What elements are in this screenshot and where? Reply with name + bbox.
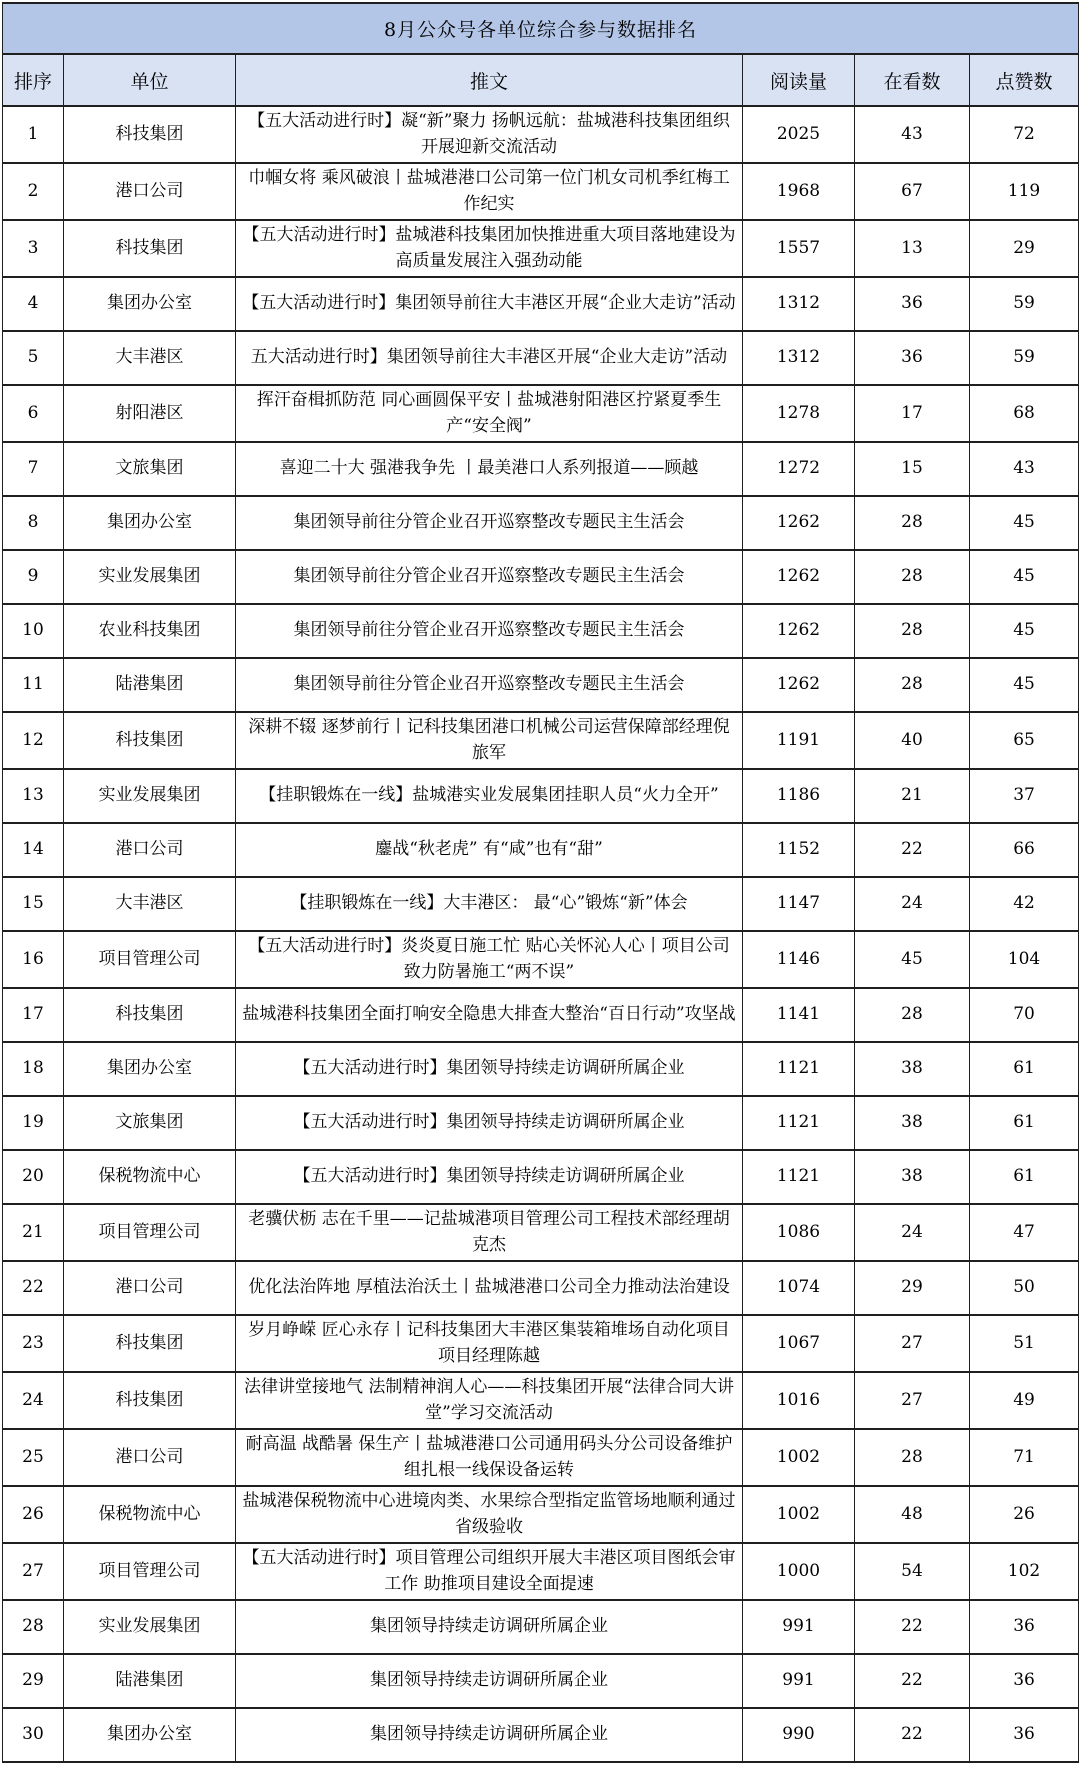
likes-cell: 29 <box>970 220 1079 277</box>
reads-cell: 1016 <box>743 1372 855 1429</box>
tweet-cell: 【五大活动进行时】集团领导持续走访调研所属企业 <box>236 1150 743 1204</box>
rank-cell: 6 <box>3 385 64 442</box>
header-watching: 在看数 <box>855 54 970 106</box>
likes-cell: 37 <box>970 769 1079 823</box>
rank-cell: 22 <box>3 1261 64 1315</box>
tweet-cell: 喜迎二十大 强港我争先 丨最美港口人系列报道——顾越 <box>236 442 743 496</box>
rank-cell: 28 <box>3 1600 64 1654</box>
watching-cell: 38 <box>855 1150 970 1204</box>
ranking-table <box>2 2 1079 1763</box>
header-likes: 点赞数 <box>970 54 1079 106</box>
unit-cell: 科技集团 <box>64 220 236 277</box>
unit-cell: 集团办公室 <box>64 1042 236 1096</box>
watching-cell: 29 <box>855 1261 970 1315</box>
watching-cell: 17 <box>855 385 970 442</box>
watching-cell: 28 <box>855 1429 970 1486</box>
unit-cell: 射阳港区 <box>64 385 236 442</box>
rank-cell: 14 <box>3 823 64 877</box>
likes-cell: 65 <box>970 712 1079 769</box>
rank-cell: 11 <box>3 658 64 712</box>
table-row <box>3 1486 1079 1543</box>
tweet-cell: 五大活动进行时】集团领导前往大丰港区开展“企业大走访”活动 <box>236 331 743 385</box>
page-title: 8月公众号各单位综合参与数据排名 <box>3 3 1079 54</box>
watching-cell: 24 <box>855 877 970 931</box>
tweet-cell: 盐城港保税物流中心进境肉类、水果综合型指定监管场地顺利通过省级验收 <box>236 1486 743 1543</box>
tweet-cell: 盐城港科技集团全面打响安全隐患大排查大整治“百日行动”攻坚战 <box>236 988 743 1042</box>
watching-cell: 21 <box>855 769 970 823</box>
reads-cell: 991 <box>743 1600 855 1654</box>
reads-cell: 1141 <box>743 988 855 1042</box>
watching-cell: 45 <box>855 931 970 988</box>
tweet-cell: 【五大活动进行时】集团领导持续走访调研所属企业 <box>236 1096 743 1150</box>
table-row <box>3 163 1079 220</box>
tweet-cell: 【挂职锻炼在一线】大丰港区： 最“心”锻炼“新”体会 <box>236 877 743 931</box>
tweet-cell: 【五大活动进行时】凝“新”聚力 扬帆远航：盐城港科技集团组织开展迎新交流活动 <box>236 106 743 163</box>
unit-cell: 科技集团 <box>64 1372 236 1429</box>
reads-cell: 990 <box>743 1708 855 1762</box>
table-row <box>3 877 1079 931</box>
likes-cell: 72 <box>970 106 1079 163</box>
rank-cell: 27 <box>3 1543 64 1600</box>
unit-cell: 保税物流中心 <box>64 1486 236 1543</box>
rank-cell: 3 <box>3 220 64 277</box>
tweet-cell: 法律讲堂接地气 法制精神润人心——科技集团开展“法律合同大讲堂”学习交流活动 <box>236 1372 743 1429</box>
reads-cell: 1312 <box>743 331 855 385</box>
likes-cell: 71 <box>970 1429 1079 1486</box>
likes-cell: 61 <box>970 1042 1079 1096</box>
rank-cell: 23 <box>3 1315 64 1372</box>
likes-cell: 59 <box>970 277 1079 331</box>
rank-cell: 13 <box>3 769 64 823</box>
unit-cell: 项目管理公司 <box>64 1543 236 1600</box>
table-row <box>3 220 1079 277</box>
rank-cell: 29 <box>3 1654 64 1708</box>
likes-cell: 45 <box>970 496 1079 550</box>
likes-cell: 68 <box>970 385 1079 442</box>
watching-cell: 22 <box>855 1654 970 1708</box>
likes-cell: 45 <box>970 604 1079 658</box>
unit-cell: 陆港集团 <box>64 1654 236 1708</box>
title-row <box>3 3 1079 54</box>
rank-cell: 25 <box>3 1429 64 1486</box>
watching-cell: 28 <box>855 550 970 604</box>
rank-cell: 15 <box>3 877 64 931</box>
reads-cell: 1002 <box>743 1429 855 1486</box>
likes-cell: 36 <box>970 1708 1079 1762</box>
reads-cell: 1262 <box>743 604 855 658</box>
unit-cell: 文旅集团 <box>64 1096 236 1150</box>
rank-cell: 8 <box>3 496 64 550</box>
table-row <box>3 496 1079 550</box>
rank-cell: 21 <box>3 1204 64 1261</box>
table-row <box>3 1600 1079 1654</box>
rank-cell: 10 <box>3 604 64 658</box>
unit-cell: 大丰港区 <box>64 877 236 931</box>
reads-cell: 1121 <box>743 1096 855 1150</box>
table-row <box>3 1654 1079 1708</box>
watching-cell: 48 <box>855 1486 970 1543</box>
watching-cell: 28 <box>855 496 970 550</box>
table-row <box>3 277 1079 331</box>
rank-cell: 17 <box>3 988 64 1042</box>
unit-cell: 项目管理公司 <box>64 1204 236 1261</box>
likes-cell: 104 <box>970 931 1079 988</box>
unit-cell: 保税物流中心 <box>64 1150 236 1204</box>
table-row <box>3 106 1079 163</box>
tweet-cell: 集团领导前往分管企业召开巡察整改专题民主生活会 <box>236 496 743 550</box>
tweet-cell: 深耕不辍 逐梦前行丨记科技集团港口机械公司运营保障部经理倪旅军 <box>236 712 743 769</box>
reads-cell: 2025 <box>743 106 855 163</box>
reads-cell: 1000 <box>743 1543 855 1600</box>
table-row <box>3 604 1079 658</box>
rank-cell: 20 <box>3 1150 64 1204</box>
unit-cell: 科技集团 <box>64 106 236 163</box>
watching-cell: 36 <box>855 331 970 385</box>
unit-cell: 项目管理公司 <box>64 931 236 988</box>
table-row <box>3 931 1079 988</box>
reads-cell: 1067 <box>743 1315 855 1372</box>
reads-cell: 1278 <box>743 385 855 442</box>
unit-cell: 港口公司 <box>64 1429 236 1486</box>
header-rank: 排序 <box>3 54 64 106</box>
header-tweet: 推文 <box>236 54 743 106</box>
rank-cell: 24 <box>3 1372 64 1429</box>
tweet-cell: 【挂职锻炼在一线】盐城港实业发展集团挂职人员“火力全开” <box>236 769 743 823</box>
unit-cell: 科技集团 <box>64 1315 236 1372</box>
watching-cell: 27 <box>855 1372 970 1429</box>
likes-cell: 42 <box>970 877 1079 931</box>
table-row <box>3 1543 1079 1600</box>
table-row <box>3 1042 1079 1096</box>
reads-cell: 1262 <box>743 496 855 550</box>
watching-cell: 13 <box>855 220 970 277</box>
watching-cell: 27 <box>855 1315 970 1372</box>
likes-cell: 26 <box>970 1486 1079 1543</box>
tweet-cell: 集团领导持续走访调研所属企业 <box>236 1600 743 1654</box>
watching-cell: 38 <box>855 1096 970 1150</box>
reads-cell: 1002 <box>743 1486 855 1543</box>
rank-cell: 18 <box>3 1042 64 1096</box>
unit-cell: 集团办公室 <box>64 496 236 550</box>
reads-cell: 1968 <box>743 163 855 220</box>
reads-cell: 1121 <box>743 1042 855 1096</box>
table-row <box>3 988 1079 1042</box>
tweet-cell: 耐高温 战酷暑 保生产丨盐城港港口公司通用码头分公司设备维护组扎根一线保设备运转 <box>236 1429 743 1486</box>
unit-cell: 港口公司 <box>64 163 236 220</box>
likes-cell: 36 <box>970 1600 1079 1654</box>
unit-cell: 集团办公室 <box>64 1708 236 1762</box>
watching-cell: 40 <box>855 712 970 769</box>
tweet-cell: 集团领导持续走访调研所属企业 <box>236 1654 743 1708</box>
unit-cell: 港口公司 <box>64 1261 236 1315</box>
likes-cell: 59 <box>970 331 1079 385</box>
rank-cell: 1 <box>3 106 64 163</box>
unit-cell: 实业发展集团 <box>64 1600 236 1654</box>
reads-cell: 1147 <box>743 877 855 931</box>
likes-cell: 51 <box>970 1315 1079 1372</box>
likes-cell: 49 <box>970 1372 1079 1429</box>
tweet-cell: 优化法治阵地 厚植法治沃土丨盐城港港口公司全力推动法治建设 <box>236 1261 743 1315</box>
rank-cell: 30 <box>3 1708 64 1762</box>
rank-cell: 9 <box>3 550 64 604</box>
reads-cell: 1191 <box>743 712 855 769</box>
table-body <box>3 106 1079 1762</box>
tweet-cell: 【五大活动进行时】项目管理公司组织开展大丰港区项目图纸会审工作 助推项目建设全面提速 <box>236 1543 743 1600</box>
table-row <box>3 823 1079 877</box>
table-row <box>3 1315 1079 1372</box>
reads-cell: 1146 <box>743 931 855 988</box>
likes-cell: 47 <box>970 1204 1079 1261</box>
reads-cell: 1557 <box>743 220 855 277</box>
unit-cell: 实业发展集团 <box>64 769 236 823</box>
table-row <box>3 1372 1079 1429</box>
tweet-cell: 巾帼女将 乘风破浪丨盐城港港口公司第一位门机女司机季红梅工作纪实 <box>236 163 743 220</box>
rank-cell: 16 <box>3 931 64 988</box>
watching-cell: 36 <box>855 277 970 331</box>
reads-cell: 1152 <box>743 823 855 877</box>
table-row <box>3 331 1079 385</box>
reads-cell: 1186 <box>743 769 855 823</box>
rank-cell: 19 <box>3 1096 64 1150</box>
tweet-cell: 集团领导前往分管企业召开巡察整改专题民主生活会 <box>236 658 743 712</box>
table-row <box>3 769 1079 823</box>
watching-cell: 28 <box>855 988 970 1042</box>
rank-cell: 5 <box>3 331 64 385</box>
reads-cell: 1312 <box>743 277 855 331</box>
likes-cell: 66 <box>970 823 1079 877</box>
likes-cell: 70 <box>970 988 1079 1042</box>
table-row <box>3 1429 1079 1486</box>
reads-cell: 1074 <box>743 1261 855 1315</box>
table-row <box>3 1261 1079 1315</box>
table-row <box>3 1096 1079 1150</box>
likes-cell: 61 <box>970 1150 1079 1204</box>
rank-cell: 12 <box>3 712 64 769</box>
unit-cell: 集团办公室 <box>64 277 236 331</box>
table-row <box>3 658 1079 712</box>
table-row <box>3 385 1079 442</box>
tweet-cell: 集团领导前往分管企业召开巡察整改专题民主生活会 <box>236 604 743 658</box>
unit-cell: 陆港集团 <box>64 658 236 712</box>
watching-cell: 67 <box>855 163 970 220</box>
tweet-cell: 【五大活动进行时】盐城港科技集团加快推进重大项目落地建设为高质量发展注入强劲动能 <box>236 220 743 277</box>
likes-cell: 61 <box>970 1096 1079 1150</box>
unit-cell: 科技集团 <box>64 712 236 769</box>
watching-cell: 28 <box>855 658 970 712</box>
likes-cell: 102 <box>970 1543 1079 1600</box>
header-reads: 阅读量 <box>743 54 855 106</box>
watching-cell: 24 <box>855 1204 970 1261</box>
header-row <box>3 54 1079 106</box>
likes-cell: 119 <box>970 163 1079 220</box>
likes-cell: 45 <box>970 550 1079 604</box>
unit-cell: 农业科技集团 <box>64 604 236 658</box>
tweet-cell: 岁月峥嵘 匠心永存丨记科技集团大丰港区集装箱堆场自动化项目项目经理陈越 <box>236 1315 743 1372</box>
reads-cell: 1272 <box>743 442 855 496</box>
reads-cell: 1262 <box>743 658 855 712</box>
watching-cell: 38 <box>855 1042 970 1096</box>
table-row <box>3 1204 1079 1261</box>
tweet-cell: 挥汗奋楫抓防范 同心画圆保平安丨盐城港射阳港区拧紧夏季生产“安全阀” <box>236 385 743 442</box>
watching-cell: 22 <box>855 1600 970 1654</box>
rank-cell: 26 <box>3 1486 64 1543</box>
tweet-cell: 集团领导持续走访调研所属企业 <box>236 1708 743 1762</box>
unit-cell: 大丰港区 <box>64 331 236 385</box>
table-row <box>3 442 1079 496</box>
likes-cell: 36 <box>970 1654 1079 1708</box>
header-unit: 单位 <box>64 54 236 106</box>
watching-cell: 28 <box>855 604 970 658</box>
reads-cell: 1121 <box>743 1150 855 1204</box>
tweet-cell: 【五大活动进行时】集团领导前往大丰港区开展“企业大走访”活动 <box>236 277 743 331</box>
tweet-cell: 【五大活动进行时】炎炎夏日施工忙 贴心关怀沁人心丨项目公司致力防暑施工“两不误” <box>236 931 743 988</box>
watching-cell: 22 <box>855 1708 970 1762</box>
reads-cell: 1262 <box>743 550 855 604</box>
unit-cell: 科技集团 <box>64 988 236 1042</box>
tweet-cell: 老骥伏枥 志在千里——记盐城港项目管理公司工程技术部经理胡克杰 <box>236 1204 743 1261</box>
rank-cell: 4 <box>3 277 64 331</box>
unit-cell: 实业发展集团 <box>64 550 236 604</box>
likes-cell: 43 <box>970 442 1079 496</box>
likes-cell: 50 <box>970 1261 1079 1315</box>
unit-cell: 文旅集团 <box>64 442 236 496</box>
table-row <box>3 712 1079 769</box>
table-row <box>3 1150 1079 1204</box>
tweet-cell: 鏖战“秋老虎” 有“咸”也有“甜” <box>236 823 743 877</box>
rank-cell: 7 <box>3 442 64 496</box>
unit-cell: 港口公司 <box>64 823 236 877</box>
tweet-cell: 【五大活动进行时】集团领导持续走访调研所属企业 <box>236 1042 743 1096</box>
watching-cell: 15 <box>855 442 970 496</box>
reads-cell: 991 <box>743 1654 855 1708</box>
watching-cell: 54 <box>855 1543 970 1600</box>
reads-cell: 1086 <box>743 1204 855 1261</box>
likes-cell: 45 <box>970 658 1079 712</box>
watching-cell: 22 <box>855 823 970 877</box>
rank-cell: 2 <box>3 163 64 220</box>
tweet-cell: 集团领导前往分管企业召开巡察整改专题民主生活会 <box>236 550 743 604</box>
table-row <box>3 550 1079 604</box>
table-row <box>3 1708 1079 1762</box>
watching-cell: 43 <box>855 106 970 163</box>
